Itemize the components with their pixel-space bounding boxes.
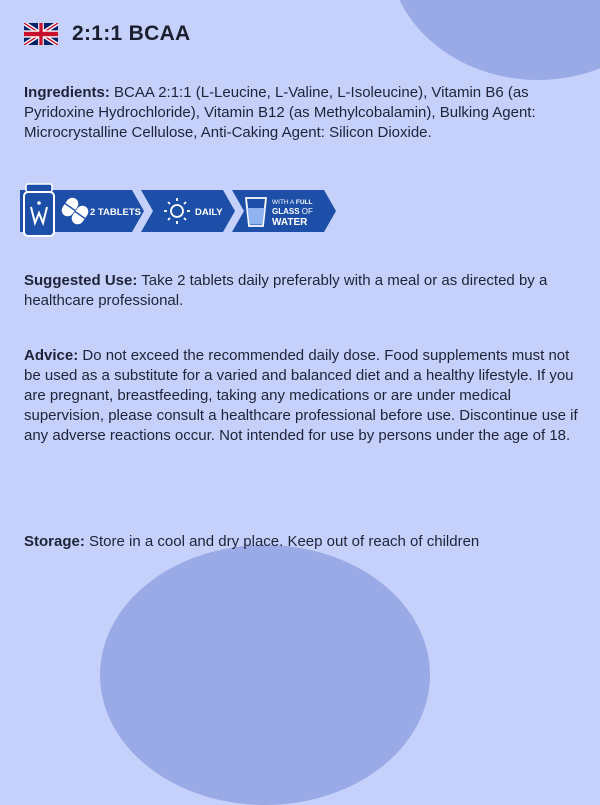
suggested-use-label: Suggested Use: [24, 272, 138, 289]
water-line-3: WATER [272, 217, 308, 228]
ingredients-text: BCAA 2:1:1 (L-Leucine, L-Valine, L-Isoleucine), Vitamin B6 (as Pyridoxine Hydrochloride), Vitamin B12 (as Methylcobalamin), Bulking Agent: Microcrystalline Cellulose, Anti-Caking Agent: Silicon Dioxide. [24, 84, 536, 141]
decorative-blob-top-right [388, 0, 600, 80]
water-line-2: GLASS OF [272, 207, 313, 216]
ingredients-section [24, 83, 584, 143]
header [24, 22, 191, 46]
suggested-use-text: Take 2 tablets daily preferably with a meal or as directed by a healthcare professional. [24, 272, 548, 309]
uk-flag-icon [24, 23, 58, 45]
advice-label: Advice: [24, 347, 79, 364]
advice-section [24, 346, 584, 446]
usage-strip [20, 183, 340, 239]
storage-label: Storage: [24, 533, 85, 550]
tablets-label: 2 TABLETS [90, 207, 142, 218]
storage-section [24, 532, 584, 552]
suggested-use-section [24, 271, 584, 311]
advice-text: Do not exceed the recommended daily dose. Food supplements must not be used as a substitute for a varied and balanced diet and a healthy lifestyle. If you are pregnant, breastfeeding, taking any medications or are under medical supervision, please consult a healthcare professional before use. Discontinue use if any adverse reactions occur. Not intended for use by persons under the age of 18. [24, 347, 578, 444]
decorative-blob-bottom [100, 545, 430, 805]
daily-label: DAILY [195, 207, 223, 218]
water-line-1: WITH A FULL [272, 199, 313, 206]
ingredients-label: Ingredients: [24, 84, 110, 101]
storage-text: Store in a cool and dry place. Keep out of reach of children [84, 533, 480, 550]
page-title: 2:1:1 BCAA [72, 22, 191, 45]
supplement-jar-icon [24, 184, 54, 236]
